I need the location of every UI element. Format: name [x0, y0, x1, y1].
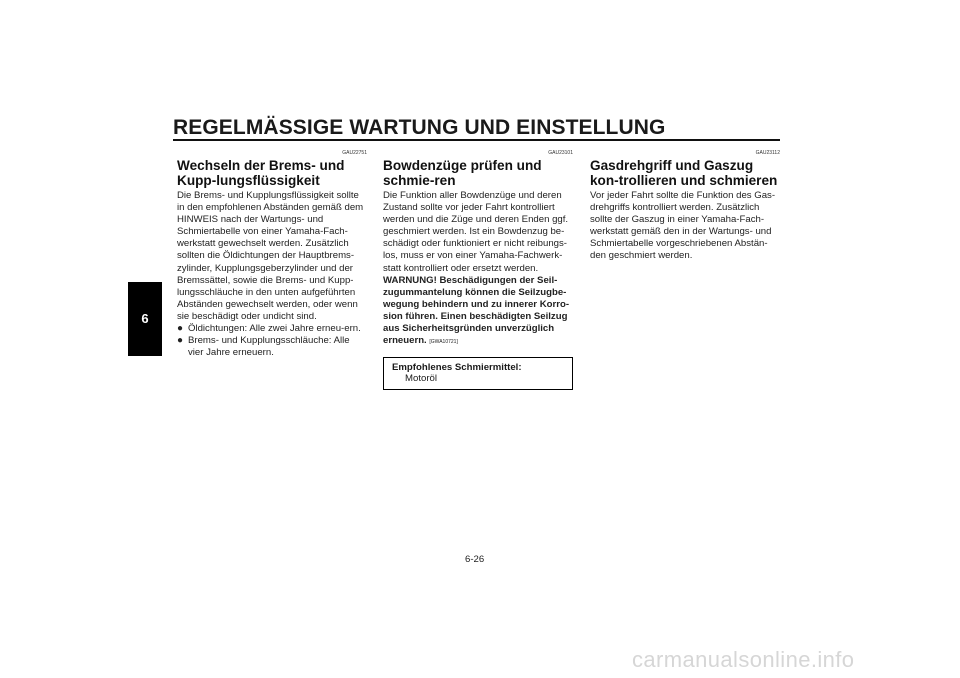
lubricant-title: Empfohlenes Schmiermittel: [392, 362, 522, 373]
warning-code: [GWA10721] [429, 339, 458, 346]
column-throttle [590, 150, 780, 263]
list-item [177, 335, 367, 359]
column-brake-fluid [177, 150, 367, 359]
section-body: Die Funktion aller Bowdenzüge und deren Zustand sollte vor jeder Fahrt kontrolliert werden und die Züge und deren Enden ggf. geschmiert werden. Ist ein Bowdenzug be-schädigt oder funktioniert er nicht reibungs-los, muss er von einer Yamaha-Fachwerk-statt kontrolliert oder ersetzt werden. [383, 190, 569, 274]
section-body: Vor jeder Fahrt sollte die Funktion des Gas-drehgriffs kontrolliert werden. Zusätzlich sollte der Gaszug in einer Yamaha-Fach-werkstatt gemäß den in der Wartungs- und Schmiertabelle vorgeschriebenen Abstän-den geschmiert werden. [590, 190, 776, 262]
warning-message: WARNUNG! Beschädigungen der Seil-zugummantelung können die Seilzugbe-wegung behindern und zu innerer Korro-sion führen. Einen beschädigten Seilzug aus Sicherheitsgründen unverzüglich erneuern. [383, 274, 570, 347]
list-item-text: Brems- und Kupplungsschläuche: Alle vier Jahre erneuern. [188, 335, 350, 359]
column-cables [383, 150, 573, 348]
list-item-text: Öldichtungen: Alle zwei Jahre erneu-ern. [188, 323, 361, 335]
page-number: 6-26 [465, 554, 485, 565]
section-heading: Bowdenzüge prüfen und schmie-ren [383, 158, 542, 188]
warning-text [383, 275, 573, 349]
section-code: GAU23101 [548, 150, 573, 156]
section-heading: Gasdrehgriff und Gaszug kon-trollieren und schmieren [590, 158, 778, 188]
section-heading: Wechseln der Brems- und Kupp-lungsflüssigkeit [177, 158, 345, 188]
list-item [177, 323, 367, 335]
chapter-tab: 6 [128, 282, 162, 356]
lubricant-box [383, 357, 573, 390]
bullet-icon: ● [177, 323, 184, 335]
section-body: Die Brems- und Kupplungsflüssigkeit sollte in den empfohlenen Abständen gemäß dem HINWEIS nach der Wartungs- und Schmiertabelle von einer Yamaha-Fach-werkstatt gewechselt werden. Zusätzlich sollten die Öldichtungen der Hauptbrems-zylinder, Kupplungsgeberzylinder und der Bremssättel, sowie die Brems- und Kupp-lungsschläuche in den unten aufgeführten Abständen gewechselt werden, oder wenn sie beschädigt oder undicht sind. [177, 190, 364, 322]
watermark: carmanualsonline.info [632, 647, 855, 672]
page-title: REGELMÄSSIGE WARTUNG UND EINSTELLUNG [173, 116, 666, 139]
section-code: GAU23112 [755, 150, 780, 156]
section-code: GAU22751 [342, 150, 367, 156]
bullet-icon: ● [177, 335, 184, 347]
lubricant-value: Motoröl [405, 373, 437, 384]
header-rule [173, 139, 780, 141]
